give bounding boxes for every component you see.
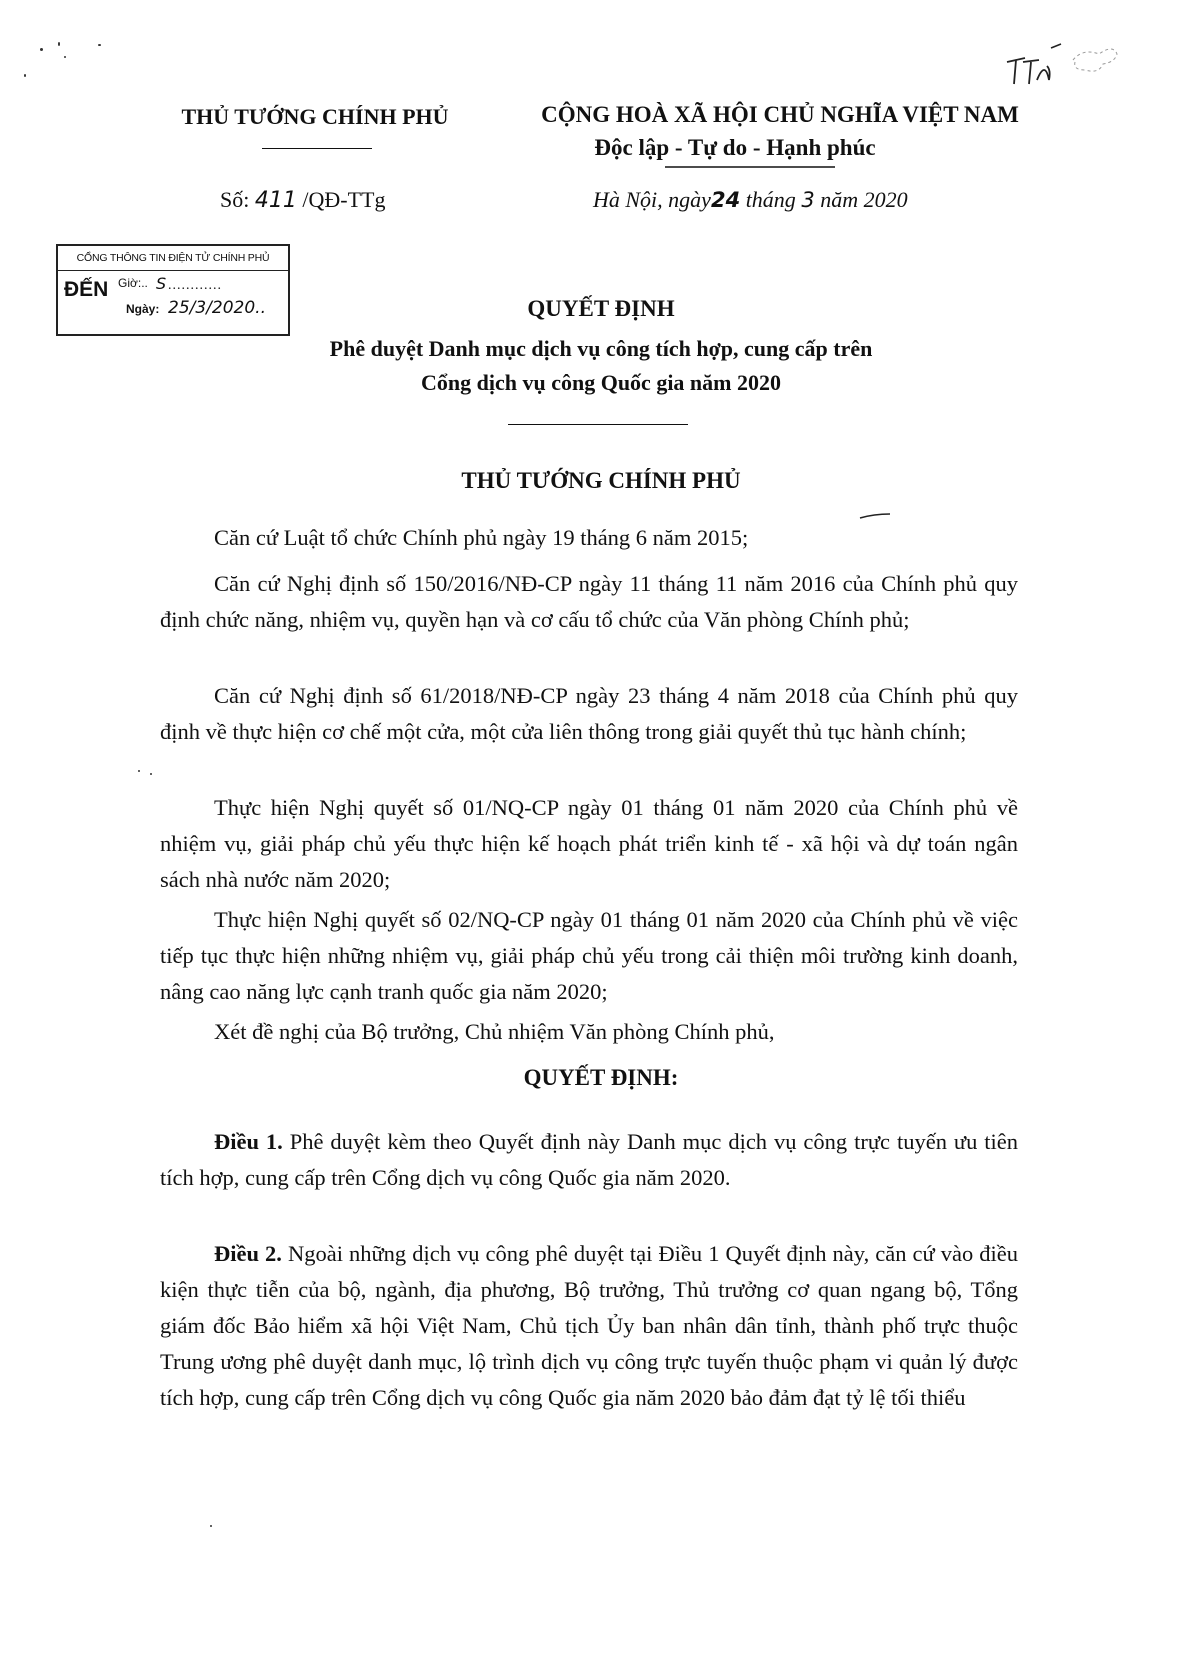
stamp-date-label: Ngày: <box>126 302 160 316</box>
pen-stroke-icon <box>858 512 892 520</box>
decision-heading: QUYẾT ĐỊNH: <box>523 1065 679 1090</box>
preamble-paragraph: Căn cứ Luật tổ chức Chính phủ ngày 19 tháng 6 năm 2015; <box>214 525 749 550</box>
stamp-time-value: S <box>156 274 167 293</box>
speck <box>64 56 66 58</box>
date-year-label: năm 2020 <box>814 187 908 212</box>
preamble-paragraph: Xét đề nghị của Bộ trưởng, Chủ nhiệm Văn phòng Chính phủ, <box>214 1019 775 1044</box>
date-day: 24 <box>710 188 741 212</box>
preamble-paragraph: Thực hiện Nghị quyết số 01/NQ-CP ngày 01 tháng 01 năm 2020 của Chính phủ về nhiệm vụ, giải pháp chủ yếu thực hiện kế hoạch phát triển kinh tế - xã hội và dự toán ngân sách nhà nước năm 2020; <box>160 795 1018 892</box>
date-month-label: tháng <box>740 187 802 212</box>
authority-heading: THỦ TƯỚNG CHÍNH PHỦ <box>461 468 741 493</box>
document-number <box>220 187 385 213</box>
number-value: 411 <box>254 188 297 213</box>
preamble-paragraph: Căn cứ Nghị định số 61/2018/NĐ-CP ngày 23 tháng 4 năm 2018 của Chính phủ quy định về thực hiện cơ chế một cửa, một cửa liên thông trong giải quyết thủ tục hành chính; <box>160 683 1018 744</box>
national-motto: Độc lập - Tự do - Hạnh phúc <box>594 135 876 160</box>
received-stamp <box>56 244 290 336</box>
number-prefix: Số: <box>220 187 255 212</box>
stamp-den-label: ĐẾN <box>64 278 109 301</box>
motto-underline <box>665 165 835 169</box>
article-label: Điều 1. <box>214 1129 283 1154</box>
stamp-time-label: Giờ:.. <box>118 276 148 290</box>
number-suffix: /QĐ-TTg <box>296 187 386 212</box>
article-1 <box>160 1124 1018 1196</box>
preamble-paragraph: Căn cứ Nghị định số 150/2016/NĐ-CP ngày 11 tháng 11 năm 2016 của Chính phủ quy định chức năng, nhiệm vụ, quyền hạn và cơ cấu tổ chức của Văn phòng Chính phủ; <box>160 571 1018 632</box>
stamp-time-dots: ............ <box>168 278 222 293</box>
stamp-date-value: 25/3/2020.. <box>168 298 266 318</box>
article-label: Điều 2. <box>214 1241 282 1266</box>
document-type: QUYẾT ĐỊNH <box>527 296 675 321</box>
speck <box>58 42 60 46</box>
document-subject-line-1: Phê duyệt Danh mục dịch vụ công tích hợp, cung cấp trên <box>329 336 873 361</box>
speck <box>24 74 26 77</box>
article-text: Ngoài những dịch vụ công phê duyệt tại Điều 1 Quyết định này, căn cứ vào điều kiện thực tiễn của bộ, ngành, địa phương, Bộ trưởng, Thủ trưởng cơ quan ngang bộ, Tổng giám đốc Bảo hiểm xã hội Việt Nam, Chủ tịch Ủy ban nhân dân tỉnh, thành phố trực thuộc Trung ương phê duyệt danh mục, lộ trình dịch vụ công trực tuyến thuộc phạm vi quản lý được tích hợp, cung cấp trên Cổng dịch vụ công Quốc gia năm 2020 bảo đảm đạt tỷ lệ tối thiểu <box>160 1241 1019 1410</box>
preamble-paragraph: Thực hiện Nghị quyết số 02/NQ-CP ngày 01 tháng 01 năm 2020 của Chính phủ về việc tiếp tục thực hiện những nhiệm vụ, giải pháp chủ yếu trong cải thiện môi trường kinh doanh, nâng cao năng lực cạnh tranh quốc gia năm 2020; <box>160 907 1018 1004</box>
speck <box>138 770 140 772</box>
stamp-title: CỔNG THÔNG TIN ĐIỆN TỬ CHÍNH PHỦ <box>58 246 288 271</box>
speck <box>150 773 152 775</box>
document-date <box>593 187 908 213</box>
speck <box>210 1525 212 1527</box>
handwritten-mark-icon <box>1003 40 1123 100</box>
article-text: Phê duyệt kèm theo Quyết định này Danh mục dịch vụ công trực tuyến ưu tiên tích hợp, cung cấp trên Cổng dịch vụ công Quốc gia năm 2020. <box>160 1129 1019 1190</box>
issuer-underline <box>262 148 372 149</box>
speck <box>40 48 43 51</box>
article-2 <box>160 1236 1018 1416</box>
date-month: 3 <box>801 188 815 212</box>
issuer-title: THỦ TƯỚNG CHÍNH PHỦ <box>181 104 449 129</box>
national-title: CỘNG HOÀ XÃ HỘI CHỦ NGHĨA VIỆT NAM <box>541 102 1019 127</box>
date-prefix: Hà Nội, ngày <box>593 187 711 212</box>
subject-underline <box>508 424 688 425</box>
speck <box>98 44 101 46</box>
document-subject-line-2: Cổng dịch vụ công Quốc gia năm 2020 <box>421 370 781 395</box>
